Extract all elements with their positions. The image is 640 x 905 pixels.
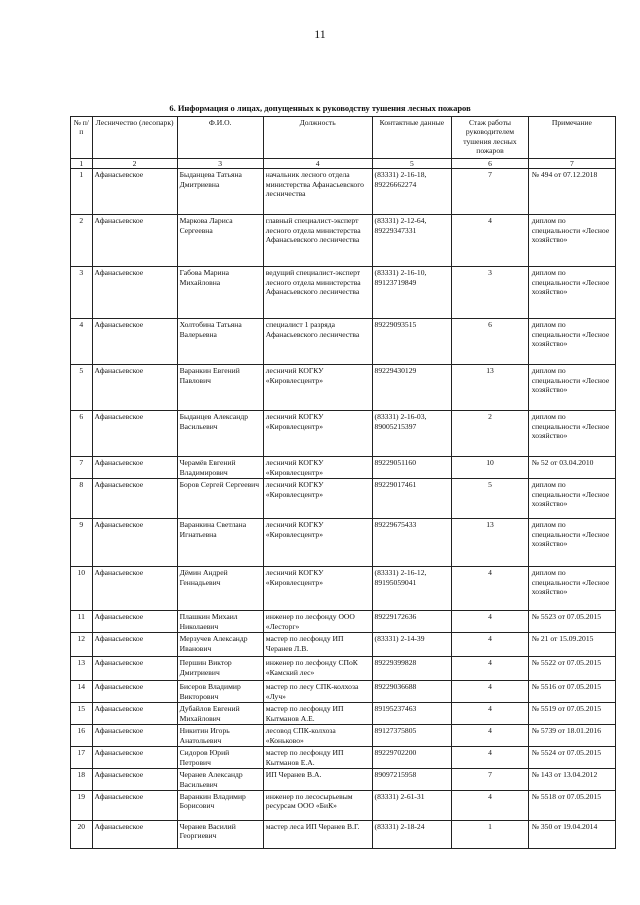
cell-full-name: Никитин Игорь Анатольевич (177, 725, 263, 747)
column-number: 3 (177, 159, 263, 169)
column-number: 1 (71, 159, 93, 169)
cell-note: № 52 от 03.04.2010 (528, 457, 615, 479)
cell-number: 5 (71, 365, 93, 411)
cell-experience: 4 (452, 657, 528, 681)
cell-experience: 4 (452, 633, 528, 657)
cell-number: 10 (71, 567, 93, 611)
table-row (71, 215, 616, 267)
page-number: 11 (314, 27, 326, 41)
cell-forestry: Афанасьевское (92, 769, 177, 791)
cell-contacts: (83331) 2-16-18, 89226662274 (372, 169, 452, 215)
cell-contacts: 89097215958 (372, 769, 452, 791)
cell-contacts: 89229430129 (372, 365, 452, 411)
cell-experience: 7 (452, 769, 528, 791)
cell-full-name: Дубайлов Евгений Михайлович (177, 703, 263, 725)
cell-experience: 5 (452, 479, 528, 519)
cell-position: ИП Черанев В.А. (263, 769, 372, 791)
header-position: Должность (263, 117, 372, 159)
table-row (71, 703, 616, 725)
cell-position: мастер по лесу СПК-колхоза «Луч» (263, 681, 372, 703)
table-row (71, 820, 616, 848)
cell-contacts: 89127375805 (372, 725, 452, 747)
table-header-row (71, 117, 616, 159)
cell-forestry: Афанасьевское (92, 479, 177, 519)
cell-contacts: 89229675433 (372, 519, 452, 567)
header-note: Примечание (528, 117, 615, 159)
header-experience: Стаж работы руководителем тушения лесных пожаров (452, 117, 528, 159)
cell-number: 4 (71, 319, 93, 365)
cell-experience: 10 (452, 457, 528, 479)
column-number: 5 (372, 159, 452, 169)
cell-full-name: Габова Марина Михайловна (177, 267, 263, 319)
header-forestry: Лесничество (лесопарк) (92, 117, 177, 159)
cell-forestry: Афанасьевское (92, 365, 177, 411)
cell-contacts: 89229051160 (372, 457, 452, 479)
cell-position: лесовод СПК-колхоза «Коньково» (263, 725, 372, 747)
cell-contacts: (83331) 2-16-10, 89123719849 (372, 267, 452, 319)
cell-note: № 5516 от 07.05.2015 (528, 681, 615, 703)
cell-experience: 4 (452, 681, 528, 703)
cell-note: № 5519 от 07.05.2015 (528, 703, 615, 725)
cell-forestry: Афанасьевское (92, 567, 177, 611)
cell-full-name: Боров Сергей Сергеевич (177, 479, 263, 519)
table-row (71, 169, 616, 215)
cell-number: 13 (71, 657, 93, 681)
cell-experience: 6 (452, 319, 528, 365)
cell-number: 3 (71, 267, 93, 319)
table-row (71, 457, 616, 479)
cell-experience: 2 (452, 411, 528, 457)
table-row (71, 725, 616, 747)
column-number: 7 (528, 159, 615, 169)
cell-note: № 350 от 19.04.2014 (528, 820, 615, 848)
cell-full-name: Дёмин Андрей Геннадьевич (177, 567, 263, 611)
cell-full-name: Черанев Василий Георгиевич (177, 820, 263, 848)
cell-position: лесничий КОГКУ «Кировлесцентр» (263, 479, 372, 519)
cell-position: мастер по лесфонду ИП Кытманов А.Е. (263, 703, 372, 725)
cell-forestry: Афанасьевское (92, 657, 177, 681)
table-row (71, 633, 616, 657)
column-number: 4 (263, 159, 372, 169)
cell-note: № 5523 от 07.05.2015 (528, 611, 615, 633)
cell-experience: 13 (452, 519, 528, 567)
header-full-name: Ф.И.О. (177, 117, 263, 159)
cell-contacts: 89229093515 (372, 319, 452, 365)
cell-full-name: Варанкин Владимир Борисович (177, 790, 263, 820)
cell-position: лесничий КОГКУ «Кировлесцентр» (263, 457, 372, 479)
table-row (71, 567, 616, 611)
cell-experience: 4 (452, 215, 528, 267)
cell-full-name: Плашкин Михаил Николаевич (177, 611, 263, 633)
cell-experience: 7 (452, 169, 528, 215)
table-row (71, 519, 616, 567)
cell-forestry: Афанасьевское (92, 215, 177, 267)
cell-number: 16 (71, 725, 93, 747)
cell-forestry: Афанасьевское (92, 820, 177, 848)
table-row (71, 267, 616, 319)
cell-forestry: Афанасьевское (92, 267, 177, 319)
cell-position: начальник лесного отдела министерства Афанасьевского лесничества (263, 169, 372, 215)
cell-forestry: Афанасьевское (92, 611, 177, 633)
cell-number: 7 (71, 457, 93, 479)
cell-full-name: Сидоров Юрий Петрович (177, 747, 263, 769)
cell-note: № 5518 от 07.05.2015 (528, 790, 615, 820)
cell-forestry: Афанасьевское (92, 319, 177, 365)
cell-contacts: 89229702200 (372, 747, 452, 769)
column-number: 2 (92, 159, 177, 169)
table-row (71, 769, 616, 791)
cell-note: диплом по специальности «Лесное хозяйство» (528, 411, 615, 457)
cell-note: № 494 от 07.12.2018 (528, 169, 615, 215)
cell-contacts: 89195237463 (372, 703, 452, 725)
table-row (71, 611, 616, 633)
column-number: 6 (452, 159, 528, 169)
cell-number: 6 (71, 411, 93, 457)
cell-full-name: Быданцева Татьяна Дмитриевна (177, 169, 263, 215)
cell-experience: 4 (452, 567, 528, 611)
cell-note: диплом по специальности «Лесное хозяйство» (528, 479, 615, 519)
cell-position: мастер леса ИП Черанев В.Г. (263, 820, 372, 848)
cell-number: 11 (71, 611, 93, 633)
header-number: № п/п (71, 117, 93, 159)
cell-forestry: Афанасьевское (92, 411, 177, 457)
cell-number: 19 (71, 790, 93, 820)
cell-experience: 4 (452, 703, 528, 725)
cell-position: специалист 1 разряда Афанасьевского лесничества (263, 319, 372, 365)
cell-note: диплом по специальности «Лесное хозяйство» (528, 567, 615, 611)
table-row (71, 365, 616, 411)
table-row (71, 411, 616, 457)
table-row (71, 479, 616, 519)
responsible-persons-table (70, 116, 616, 849)
cell-note: диплом по специальности «Лесное хозяйство» (528, 319, 615, 365)
cell-note: диплом по специальности «Лесное хозяйство» (528, 519, 615, 567)
cell-contacts: 89229036688 (372, 681, 452, 703)
cell-number: 18 (71, 769, 93, 791)
cell-forestry: Афанасьевское (92, 790, 177, 820)
cell-experience: 13 (452, 365, 528, 411)
cell-full-name: Черамёв Евгений Владимирович (177, 457, 263, 479)
cell-forestry: Афанасьевское (92, 703, 177, 725)
cell-number: 2 (71, 215, 93, 267)
cell-experience: 1 (452, 820, 528, 848)
cell-note: № 5522 от 07.05.2015 (528, 657, 615, 681)
cell-experience: 4 (452, 790, 528, 820)
column-numbering-row (71, 159, 616, 169)
table-row (71, 319, 616, 365)
cell-note: № 21 от 15.09.2015 (528, 633, 615, 657)
cell-note: диплом по специальности «Лесное хозяйство» (528, 215, 615, 267)
cell-full-name: Першин Виктор Дмитриевич (177, 657, 263, 681)
cell-position: мастер по лесфонду ИП Кытманов Е.А. (263, 747, 372, 769)
cell-full-name: Черанев Александр Васильевич (177, 769, 263, 791)
cell-contacts: (83331) 2-18-24 (372, 820, 452, 848)
cell-note: диплом по специальности «Лесное хозяйство» (528, 365, 615, 411)
cell-contacts: 89229399828 (372, 657, 452, 681)
cell-note: № 5739 от 18.01.2016 (528, 725, 615, 747)
cell-contacts: 89229172636 (372, 611, 452, 633)
cell-number: 12 (71, 633, 93, 657)
cell-position: мастер по лесфонду ИП Черанев Л.В. (263, 633, 372, 657)
cell-number: 9 (71, 519, 93, 567)
cell-forestry: Афанасьевское (92, 725, 177, 747)
cell-position: инженер по лесфонду ООО «Лесторг» (263, 611, 372, 633)
table-row (71, 790, 616, 820)
cell-full-name: Быданцев Александр Васильевич (177, 411, 263, 457)
cell-contacts: (83331) 2-16-03, 89005215397 (372, 411, 452, 457)
cell-number: 1 (71, 169, 93, 215)
cell-position: инженер по лесосырьевым ресурсам ООО «БиК» (263, 790, 372, 820)
cell-full-name: Варанкина Светлана Игнатьевна (177, 519, 263, 567)
cell-experience: 3 (452, 267, 528, 319)
table-row (71, 681, 616, 703)
cell-number: 14 (71, 681, 93, 703)
cell-forestry: Афанасьевское (92, 633, 177, 657)
cell-position: главный специалист-эксперт лесного отдела министерства Афанасьевского лесничества (263, 215, 372, 267)
table-row (71, 747, 616, 769)
cell-contacts: 89229017461 (372, 479, 452, 519)
cell-position: лесничий КОГКУ «Кировлесцентр» (263, 519, 372, 567)
cell-experience: 4 (452, 747, 528, 769)
header-contacts: Контактные данные (372, 117, 452, 159)
cell-forestry: Афанасьевское (92, 457, 177, 479)
cell-forestry: Афанасьевское (92, 747, 177, 769)
cell-contacts: (83331) 2-16-12, 89195059041 (372, 567, 452, 611)
cell-experience: 4 (452, 725, 528, 747)
cell-experience: 4 (452, 611, 528, 633)
cell-position: ведущий специалист-эксперт лесного отдела министерства Афанасьевского лесничества (263, 267, 372, 319)
cell-position: лесничий КОГКУ «Кировлесцентр» (263, 365, 372, 411)
cell-full-name: Мерзучев Александр Иванович (177, 633, 263, 657)
cell-position: лесничий КОГКУ «Кировлесцентр» (263, 411, 372, 457)
table-row (71, 657, 616, 681)
cell-contacts: (83331) 2-61-31 (372, 790, 452, 820)
cell-note: № 143 от 13.04.2012 (528, 769, 615, 791)
cell-position: инженер по лесфонду СПоК «Камский лес» (263, 657, 372, 681)
cell-full-name: Холтобина Татьяна Валерьевна (177, 319, 263, 365)
cell-contacts: (83331) 2-14-39 (372, 633, 452, 657)
cell-number: 8 (71, 479, 93, 519)
cell-forestry: Афанасьевское (92, 681, 177, 703)
cell-number: 17 (71, 747, 93, 769)
cell-full-name: Маркова Лариса Сергеевна (177, 215, 263, 267)
cell-position: лесничий КОГКУ «Кировлесцентр» (263, 567, 372, 611)
cell-full-name: Бисеров Владимир Викторович (177, 681, 263, 703)
cell-forestry: Афанасьевское (92, 169, 177, 215)
cell-contacts: (83331) 2-12-64, 89229347331 (372, 215, 452, 267)
cell-number: 20 (71, 820, 93, 848)
cell-note: № 5524 от 07.05.2015 (528, 747, 615, 769)
cell-forestry: Афанасьевское (92, 519, 177, 567)
cell-note: диплом по специальности «Лесное хозяйство» (528, 267, 615, 319)
cell-full-name: Варанкин Евгений Павлович (177, 365, 263, 411)
cell-number: 15 (71, 703, 93, 725)
section-title: 6. Информация о лицах, допущенных к руководству тушения лесных пожаров (169, 103, 471, 113)
